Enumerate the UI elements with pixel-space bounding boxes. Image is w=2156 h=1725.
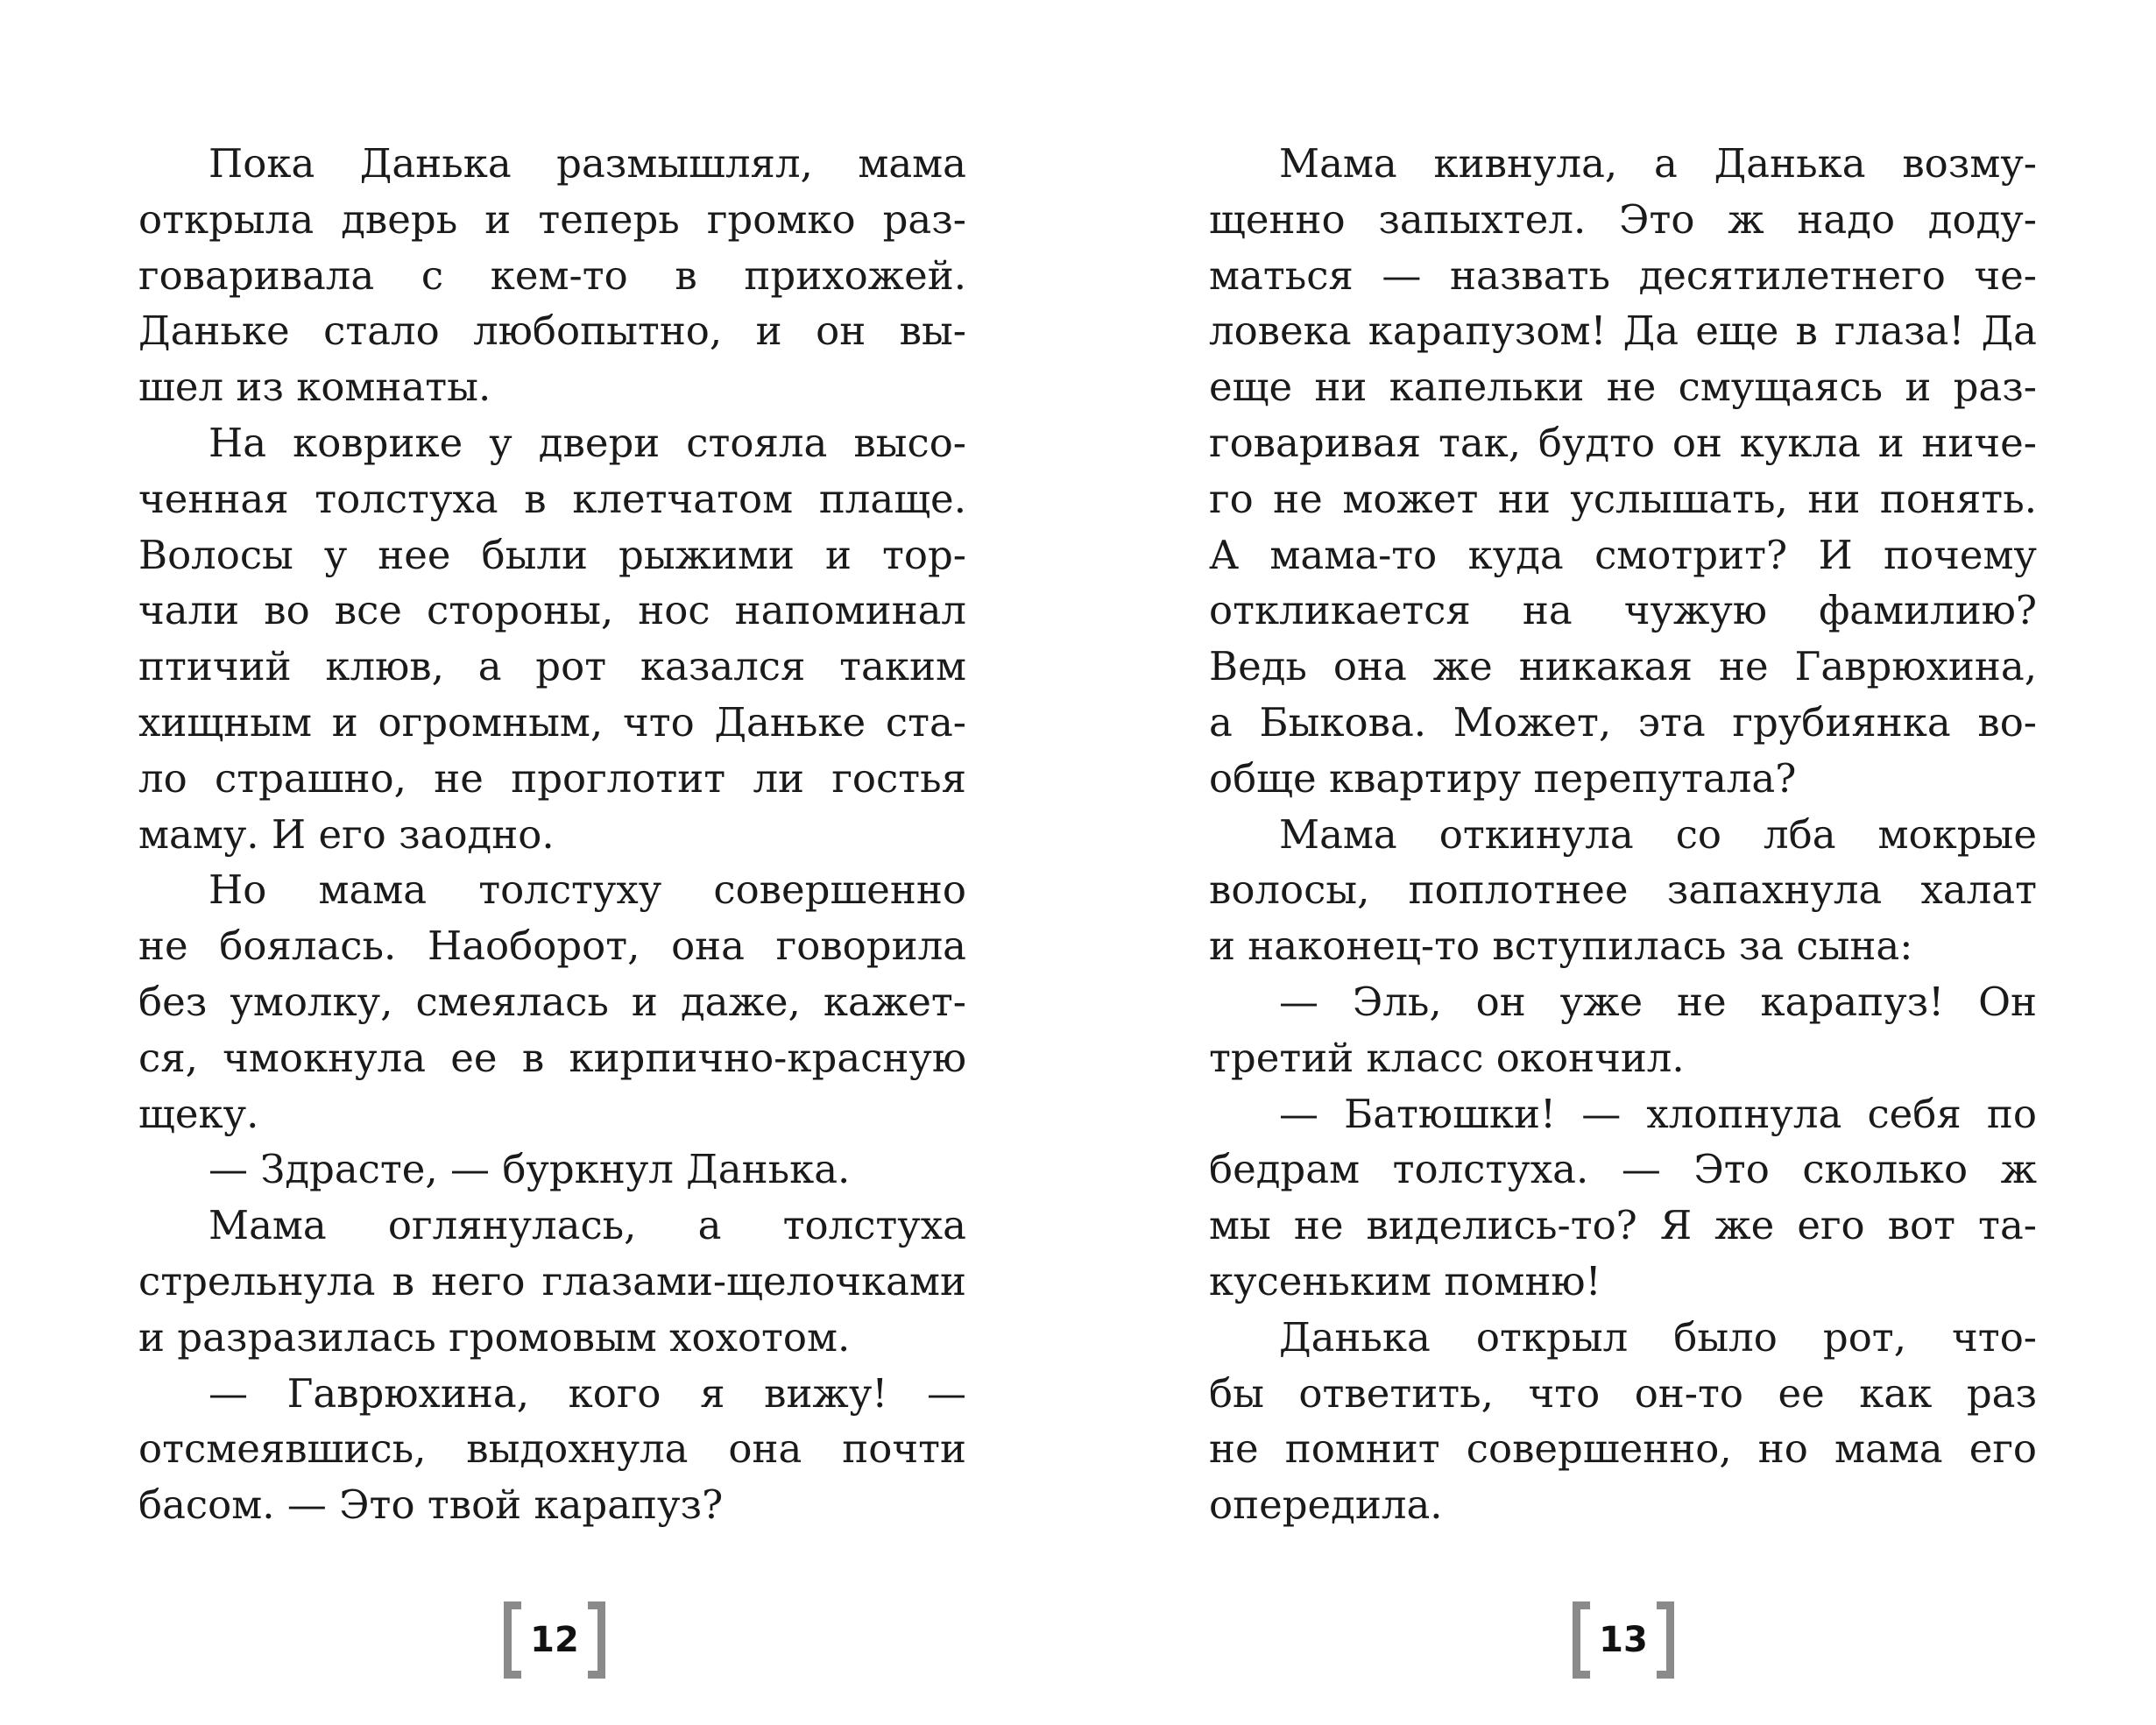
- text-line: — Гаврюхина, кого я вижу! —: [209, 1369, 966, 1417]
- text-line: Мама откинула со лба мокрые: [1279, 810, 2037, 858]
- text-line: — Эль, он уже не карапуз! Он: [1279, 978, 2037, 1025]
- text-line: бы ответить, что он-то ее как раз: [1209, 1369, 2037, 1417]
- text-line: Даньке стало любопытно, и он вы-: [138, 308, 966, 355]
- text-line: еще ни капельки не смущаясь и раз-: [1209, 364, 2037, 411]
- right-page-text: [1209, 136, 2037, 1533]
- left-page-number: [504, 1601, 605, 1679]
- text-line: ло страшно, не проглотит ли гостья: [138, 754, 966, 802]
- text-line: Пока Данька размышлял, мама: [209, 140, 966, 187]
- text-line: ченная толстуха в клетчатом плаще.: [138, 475, 966, 522]
- text-line: открыла дверь и теперь громко раз-: [138, 195, 966, 243]
- right-bracket-icon: [588, 1601, 605, 1679]
- text-line: Данька открыл было рот, что-: [1279, 1313, 2037, 1361]
- text-line: говаривала с кем-то в прихожей.: [138, 251, 966, 299]
- left-bracket-icon: [504, 1601, 521, 1679]
- text-line: опередила.: [1209, 1481, 1443, 1529]
- text-line: без умолку, смеялась и даже, кажет-: [138, 978, 966, 1025]
- text-line: птичий клюв, а рот казался таким: [138, 643, 966, 690]
- text-line: шел из комнаты.: [138, 364, 491, 411]
- text-line: Ведь она же никакая не Гаврюхина,: [1209, 643, 2037, 690]
- text-line: третий класс окончил.: [1209, 1034, 1685, 1081]
- text-line: маму. И его заодно.: [138, 810, 555, 858]
- text-line: бедрам толстуха. — Это сколько ж: [1209, 1146, 2037, 1193]
- text-line: хищным и огромным, что Даньке ста-: [138, 698, 966, 746]
- text-line: чали во все стороны, нос напоминал: [138, 587, 966, 634]
- text-line: отсмеявшись, выдохнула она почти: [138, 1425, 966, 1473]
- page-number-12: 12: [530, 1620, 579, 1660]
- text-line: кусеньким помню!: [1209, 1257, 1601, 1304]
- page-number-13: 13: [1599, 1620, 1648, 1660]
- right-page-number: [1573, 1601, 1674, 1679]
- text-line: ловека карапузом! Да еще в глаза! Да: [1209, 308, 2037, 355]
- text-line: и разразилась громовым хохотом.: [138, 1313, 851, 1361]
- text-line: — Батюшки! — хлопнула себя по: [1279, 1090, 2037, 1137]
- text-line: Но мама толстуху совершенно: [209, 866, 966, 914]
- text-line: обще квартиру перепутала?: [1209, 754, 1797, 802]
- text-line: маться — назвать десятилетнего че-: [1209, 251, 2037, 299]
- text-line: ся, чмокнула ее в кирпично-красную: [138, 1034, 966, 1081]
- text-line: А мама-то куда смотрит? И почему: [1209, 531, 2037, 578]
- text-line: и наконец-то вступилась за сына:: [1209, 923, 1913, 970]
- text-line: басом. — Это твой карапуз?: [138, 1481, 724, 1529]
- left-page-text: [138, 136, 966, 1533]
- text-line: щеку.: [138, 1090, 259, 1137]
- text-line: не боялась. Наоборот, она говорила: [138, 923, 966, 970]
- text-line: Мама оглянулась, а толстуха: [209, 1202, 966, 1249]
- text-line: стрельнула в него глазами-щелочками: [138, 1257, 966, 1304]
- text-line: — Здрасте, — буркнул Данька.: [209, 1146, 851, 1193]
- text-line: Волосы у нее были рыжими и тор-: [138, 531, 966, 578]
- text-line: щенно запыхтел. Это ж надо доду-: [1209, 195, 2037, 243]
- right-bracket-icon: [1657, 1601, 1674, 1679]
- left-bracket-icon: [1573, 1601, 1590, 1679]
- text-line: откликается на чужую фамилию?: [1209, 587, 2037, 634]
- text-line: мы не виделись-то? Я же его вот та-: [1209, 1202, 2037, 1249]
- text-line: Мама кивнула, а Данька возму-: [1279, 140, 2037, 187]
- text-line: На коврике у двери стояла высо-: [209, 419, 966, 466]
- text-line: говаривая так, будто он кукла и ниче-: [1209, 419, 2037, 466]
- text-line: не помнит совершенно, но мама его: [1209, 1425, 2037, 1473]
- text-line: го не может ни услышать, ни понять.: [1209, 475, 2037, 522]
- text-line: а Быкова. Может, эта грубиянка во-: [1209, 698, 2037, 746]
- text-line: волосы, поплотнее запахнула халат: [1209, 866, 2037, 914]
